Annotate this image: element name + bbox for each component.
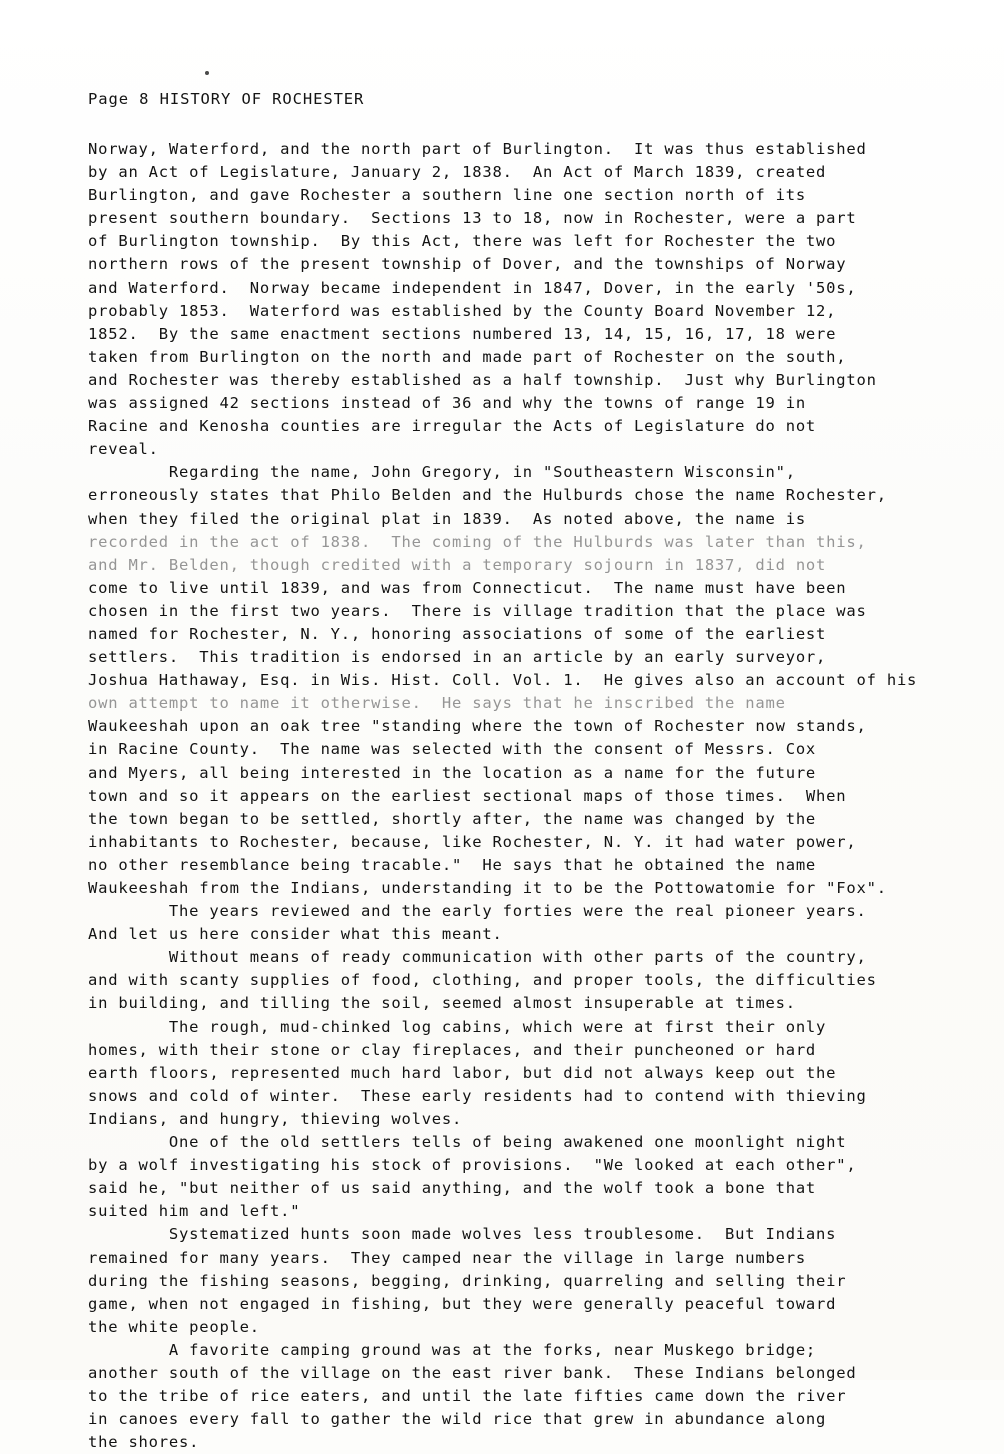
text-line: One of the old settlers tells of being awakened one moonlight night xyxy=(88,1133,847,1152)
text-line: another south of the village on the east river bank. These Indians belonged xyxy=(88,1363,857,1382)
text-line: The years reviewed and the early forties were the real pioneer years. xyxy=(88,902,867,921)
text-line: in Racine County. The name was selected with the consent of Messrs. Cox xyxy=(88,740,817,759)
text-line: erroneously states that Philo Belden and the Hulburds chose the name Rochester, xyxy=(88,486,887,505)
text-line: and Waterford. Norway became independent in 1847, Dover, in the early '50s, xyxy=(88,278,857,297)
text-line: to the tribe of rice eaters, and until the late fifties came down the river xyxy=(88,1387,847,1406)
text-line: northern rows of the present township of Dover, and the townships of Norway xyxy=(88,255,847,274)
page-header: Page 8 HISTORY OF ROCHESTER xyxy=(88,90,365,108)
text-line: A favorite camping ground was at the forks, near Muskego bridge; xyxy=(88,1340,817,1359)
text-line: 1852. By the same enactment sections numbered 13, 14, 15, 16, 17, 18 were xyxy=(88,324,837,343)
text-line: in canoes every fall to gather the wild rice that grew in abundance along xyxy=(88,1410,827,1429)
text-line: homes, with their stone or clay fireplaces, and their puncheoned or hard xyxy=(88,1040,817,1059)
text-line: own attempt to name it otherwise. He says that he inscribed the name xyxy=(88,694,786,713)
text-line: Burlington, and gave Rochester a southern line one section north of its xyxy=(88,186,806,205)
text-line: chosen in the first two years. There is village tradition that the place was xyxy=(88,601,867,620)
text-line: Systematized hunts soon made wolves less troublesome. But Indians xyxy=(88,1225,837,1244)
text-line: in building, and tilling the soil, seemed almost insuperable at times. xyxy=(88,994,796,1013)
text-line: remained for many years. They camped near the village in large numbers xyxy=(88,1248,806,1267)
text-line: taken from Burlington on the north and made part of Rochester on the south, xyxy=(88,347,847,366)
text-line: earth floors, represented much hard labor, but did not always keep out the xyxy=(88,1063,837,1082)
text-line: come to live until 1839, and was from Connecticut. The name must have been xyxy=(88,578,847,597)
text-line: game, when not engaged in fishing, but they were generally peaceful toward xyxy=(88,1294,837,1313)
text-line: and Myers, all being interested in the location as a name for the future xyxy=(88,763,817,782)
text-line: recorded in the act of 1838. The coming of the Hulburds was later than this, xyxy=(88,532,867,551)
text-line: reveal. xyxy=(88,440,159,459)
text-line: and Rochester was thereby established as a half township. Just why Burlington xyxy=(88,370,877,389)
text-line: Norway, Waterford, and the north part of Burlington. It was thus established xyxy=(88,140,867,158)
text-line: and with scanty supplies of food, clothing, and proper tools, the difficulties xyxy=(88,971,877,990)
text-line: The rough, mud-chinked log cabins, which were at first their only xyxy=(88,1017,827,1036)
text-line: And let us here consider what this meant. xyxy=(88,925,503,944)
ink-speck-mark xyxy=(205,71,209,75)
text-line: no other resemblance being tracable." He says that he obtained the name xyxy=(88,855,817,874)
text-line: suited him and left." xyxy=(88,1202,301,1221)
text-line: by a wolf investigating his stock of provisions. "We looked at each other", xyxy=(88,1156,857,1175)
text-line: when they filed the original plat in 1839. As noted above, the name is xyxy=(88,509,806,528)
text-line: the town began to be settled, shortly after, the name was changed by the xyxy=(88,809,817,828)
text-line: Without means of ready communication with other parts of the country, xyxy=(88,948,867,967)
text-line: Indians, and hungry, thieving wolves. xyxy=(88,1109,463,1128)
text-line: present southern boundary. Sections 13 to 18, now in Rochester, were a part xyxy=(88,209,857,228)
text-line: inhabitants to Rochester, because, like Rochester, N. Y. it had water power, xyxy=(88,832,857,851)
text-line: town and so it appears on the earliest sectional maps of those times. When xyxy=(88,786,847,805)
text-line: of Burlington township. By this Act, there was left for Rochester the two xyxy=(88,232,837,251)
text-line: snows and cold of winter. These early residents had to contend with thieving xyxy=(88,1086,867,1105)
text-line: Waukeeshah from the Indians, understanding it to be the Pottowatomie for "Fox". xyxy=(88,879,887,897)
text-line: Waukeeshah upon an oak tree "standing where the town of Rochester now stands, xyxy=(88,717,867,736)
text-line: was assigned 42 sections instead of 36 and why the towns of range 19 in xyxy=(88,394,806,413)
document-body xyxy=(88,138,948,1454)
text-line: the white people. xyxy=(88,1317,260,1336)
text-line: named for Rochester, N. Y., honoring associations of some of the earliest xyxy=(88,624,827,643)
text-line: Regarding the name, John Gregory, in "Southeastern Wisconsin", xyxy=(88,463,796,482)
text-line: probably 1853. Waterford was established by the County Board November 12, xyxy=(88,301,837,320)
text-line: during the fishing seasons, begging, drinking, quarreling and selling their xyxy=(88,1271,847,1290)
text-line: Racine and Kenosha counties are irregular the Acts of Legislature do not xyxy=(88,417,817,436)
text-line: Joshua Hathaway, Esq. in Wis. Hist. Coll. Vol. 1. He gives also an account of his xyxy=(88,671,918,690)
text-line: settlers. This tradition is endorsed in an article by an early surveyor, xyxy=(88,648,827,667)
text-line: said he, "but neither of us said anything, and the wolf took a bone that xyxy=(88,1179,817,1198)
text-line: and Mr. Belden, though credited with a temporary sojourn in 1837, did not xyxy=(88,555,827,574)
text-line: the shores. xyxy=(88,1433,200,1452)
text-line: by an Act of Legislature, January 2, 1838. An Act of March 1839, created xyxy=(88,163,827,182)
